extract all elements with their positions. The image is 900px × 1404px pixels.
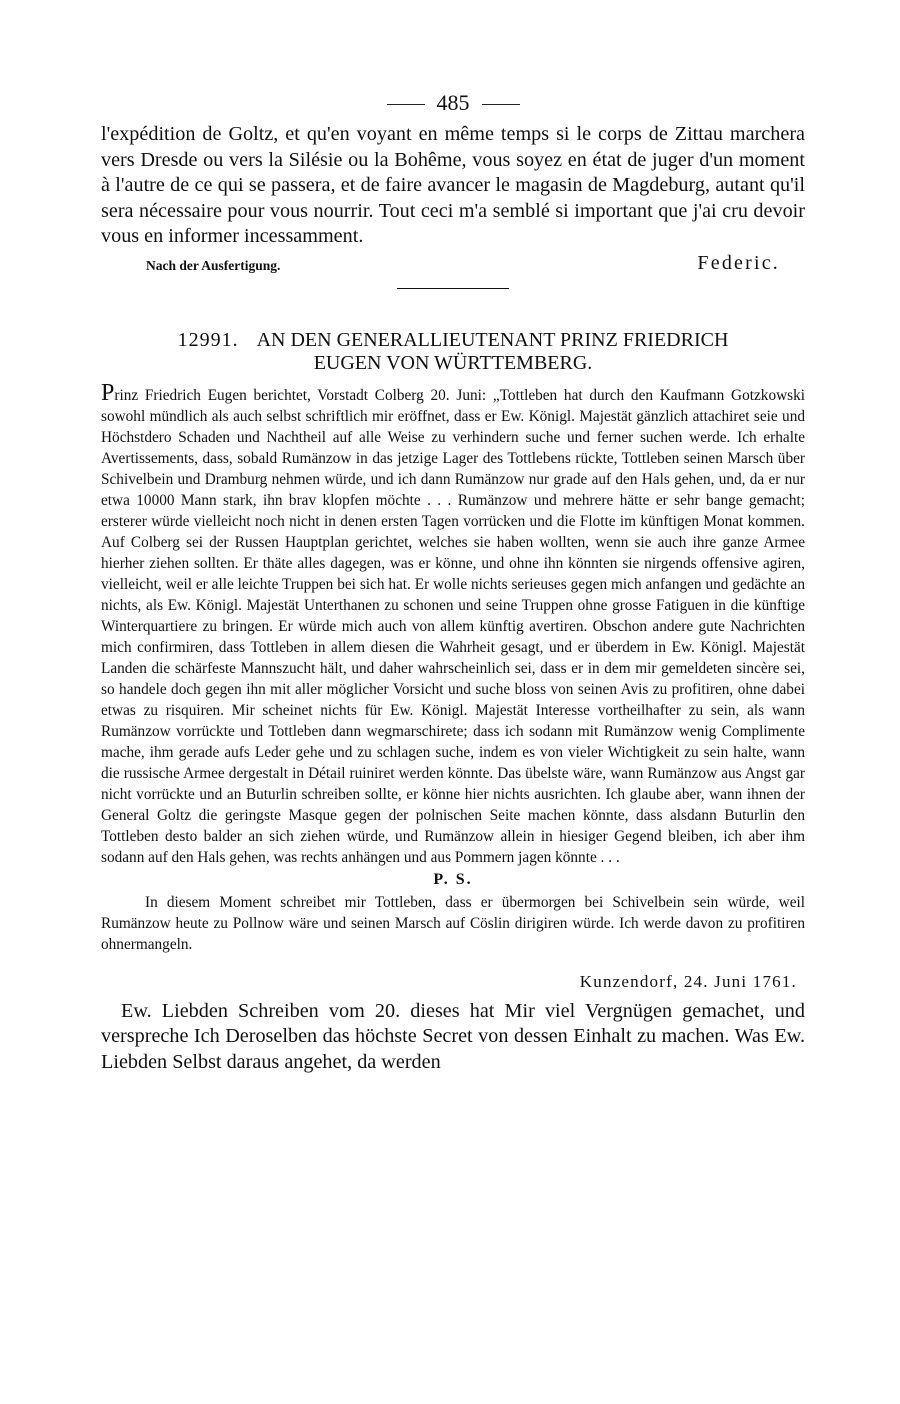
- document-heading-line-1: [101, 329, 805, 352]
- document-title-line-1: AN DEN GENERALLIEUTENANT PRINZ FRIEDRICH: [256, 328, 729, 351]
- summary-initial: P: [101, 379, 115, 406]
- book-page: [101, 88, 805, 1075]
- place-date: Kunzendorf, 24. Juni 1761.: [579, 971, 797, 991]
- source-note: Nach der Ausfertigung.: [146, 257, 281, 273]
- continuation-paragraph: l'expédition de Goltz, et qu'en voyant en même temps si le corps de Zittau marchera vers Dresde ou vers la Silésie ou la Bohême, vous soyez en état de juger d'un moment à l'autre de ce qui se passera, et de faire avancer le magasin de Magdeburg, autant qu'il sera nécessaire pour vous nourrir. Tout ceci m'a semblé si important que j'ai cru devoir vous en informer incessamment.: [101, 123, 805, 247]
- summary-paragraph: [101, 379, 805, 868]
- postscript-paragraph: In diesem Moment schreibet mir Tottleben, dass er übermorgen bei Schivelbein sein würde, weil Rumänzow heute zu Pollnow wäre und seinen Marsch auf Cöslin dirigiren würde. Ich werde davon zu profitiren ohnermangeln.: [101, 893, 805, 953]
- document-title-line-2: EUGEN VON WÜRTTEMBERG.: [313, 351, 593, 374]
- postscript-heading: P. S.: [433, 870, 473, 888]
- closing-line: [101, 252, 805, 278]
- document-number: 12991.: [177, 328, 239, 351]
- signature: Federic.: [697, 251, 780, 274]
- letter-paragraph: Ew. Liebden Schreiben vom 20. dieses hat Mir viel Vergnügen gemachet, und verspreche Ich Deroselben das höchste Secret von dessen Einhalt zu machen. Was Ew. Liebden Selbst daraus angehet, da werden: [101, 999, 805, 1073]
- page-number: 485: [436, 90, 470, 115]
- document-heading: [101, 329, 805, 375]
- running-head-right-rule: [482, 104, 520, 105]
- running-head: [101, 88, 805, 118]
- section-separator: [397, 288, 509, 289]
- summary-text: rinz Friedrich Eugen berichtet, Vorstadt Colberg 20. Juni: „Tottleben hat durch den Kaufmann Gotzkowski sowohl mündlich als auch selbst schriftlich mir eröffnet, dass er Ew. Königl. Majestät gänzlich attachiret seie und Höchstdero Schaden und Nachtheil auf alle Weise zu verhindern suche und ferner suchen werde. Ich erhalte Avertissements, dass, sobald Rumänzow in das jetzige Lager des Tottlebens rückte, Tottleben seinen Marsch über Schivelbein und Dramburg nehmen würde, und ich dann Rumänzow nur grade auf den Hals gehen, und, da er nur etwa 10000 Mann stark, ihn brav klopfen möchte . . . Rumänzow und mehrere hätte er sehr bange gemacht; ersterer würde vielleicht noch nicht in denen ersten Tagen vorrücken und die Flotte im künftigen Monat kommen. Auf Colberg sei der Russen Hauptplan gerichtet, welches sie haben wollten, wenn sie auch ihre ganze Armee hierher ziehen sollten. Er thäte alles dagegen, was er könne, und ohne ihn könnten sie nirgends offensive agiren, vielleicht, weil er alle leichte Truppen bei sich hat. Er wolle nichts serieuses gegen mich anfangen und gedächte an nichts, als Ew. Königl. Majestät Unterthanen zu schonen und seine Truppen ohne grosse Fatiguen in die künftige Winterquartiere zu bringen. Er würde mich auch von allem künftig avertiren. Obschon andere gute Nachrichten mich confirmiren, dass Tottleben in allem diesen die Wahrheit gesagt, und er überdem in Ew. Königl. Majestät Landen die schärfeste Mannszucht hält, und daher wahrscheinlich sei, dass er in dem mir gemeldeten sincère sei, so handele doch gegen ihn mit aller möglicher Vorsicht und suche bloss von seinen Avis zu profitiren, ohne dabei etwas zu risquiren. Mir scheinet nichts für Ew. Königl. Majestät Interesse vortheilhafter zu sein, als wann Rumänzow vorrückte und Tottleben dann wegmarschirete; dass ich sodann mit Rumänzow wenig Complimente mache, ihm gerade aufs Leder gehe und zu schlagen suche, indem es von vieler Wichtigkeit zu sein halte, wann die russische Armee dergestalt in Détail ruiniret werden könnte. Das übelste wäre, wann Rumänzow aus Angst gar nicht vorrückte und an Buturlin schreiben sollte, er könne hier nichts ausrichten. Ich glaube aber, wann ihnen der General Goltz die geringste Masque gegen der polnischen Seite machen könnte, dass alsdann Buturlin den Tottleben desto balder an sich ziehen würde, und Rumänzow allein in hiesiger Gegend bleiben, ich aber ihm sodann auf den Hals gehen, was rechts anhängen und aus Pommern jagen könnte . . .: [101, 386, 805, 866]
- running-head-left-rule: [387, 104, 425, 105]
